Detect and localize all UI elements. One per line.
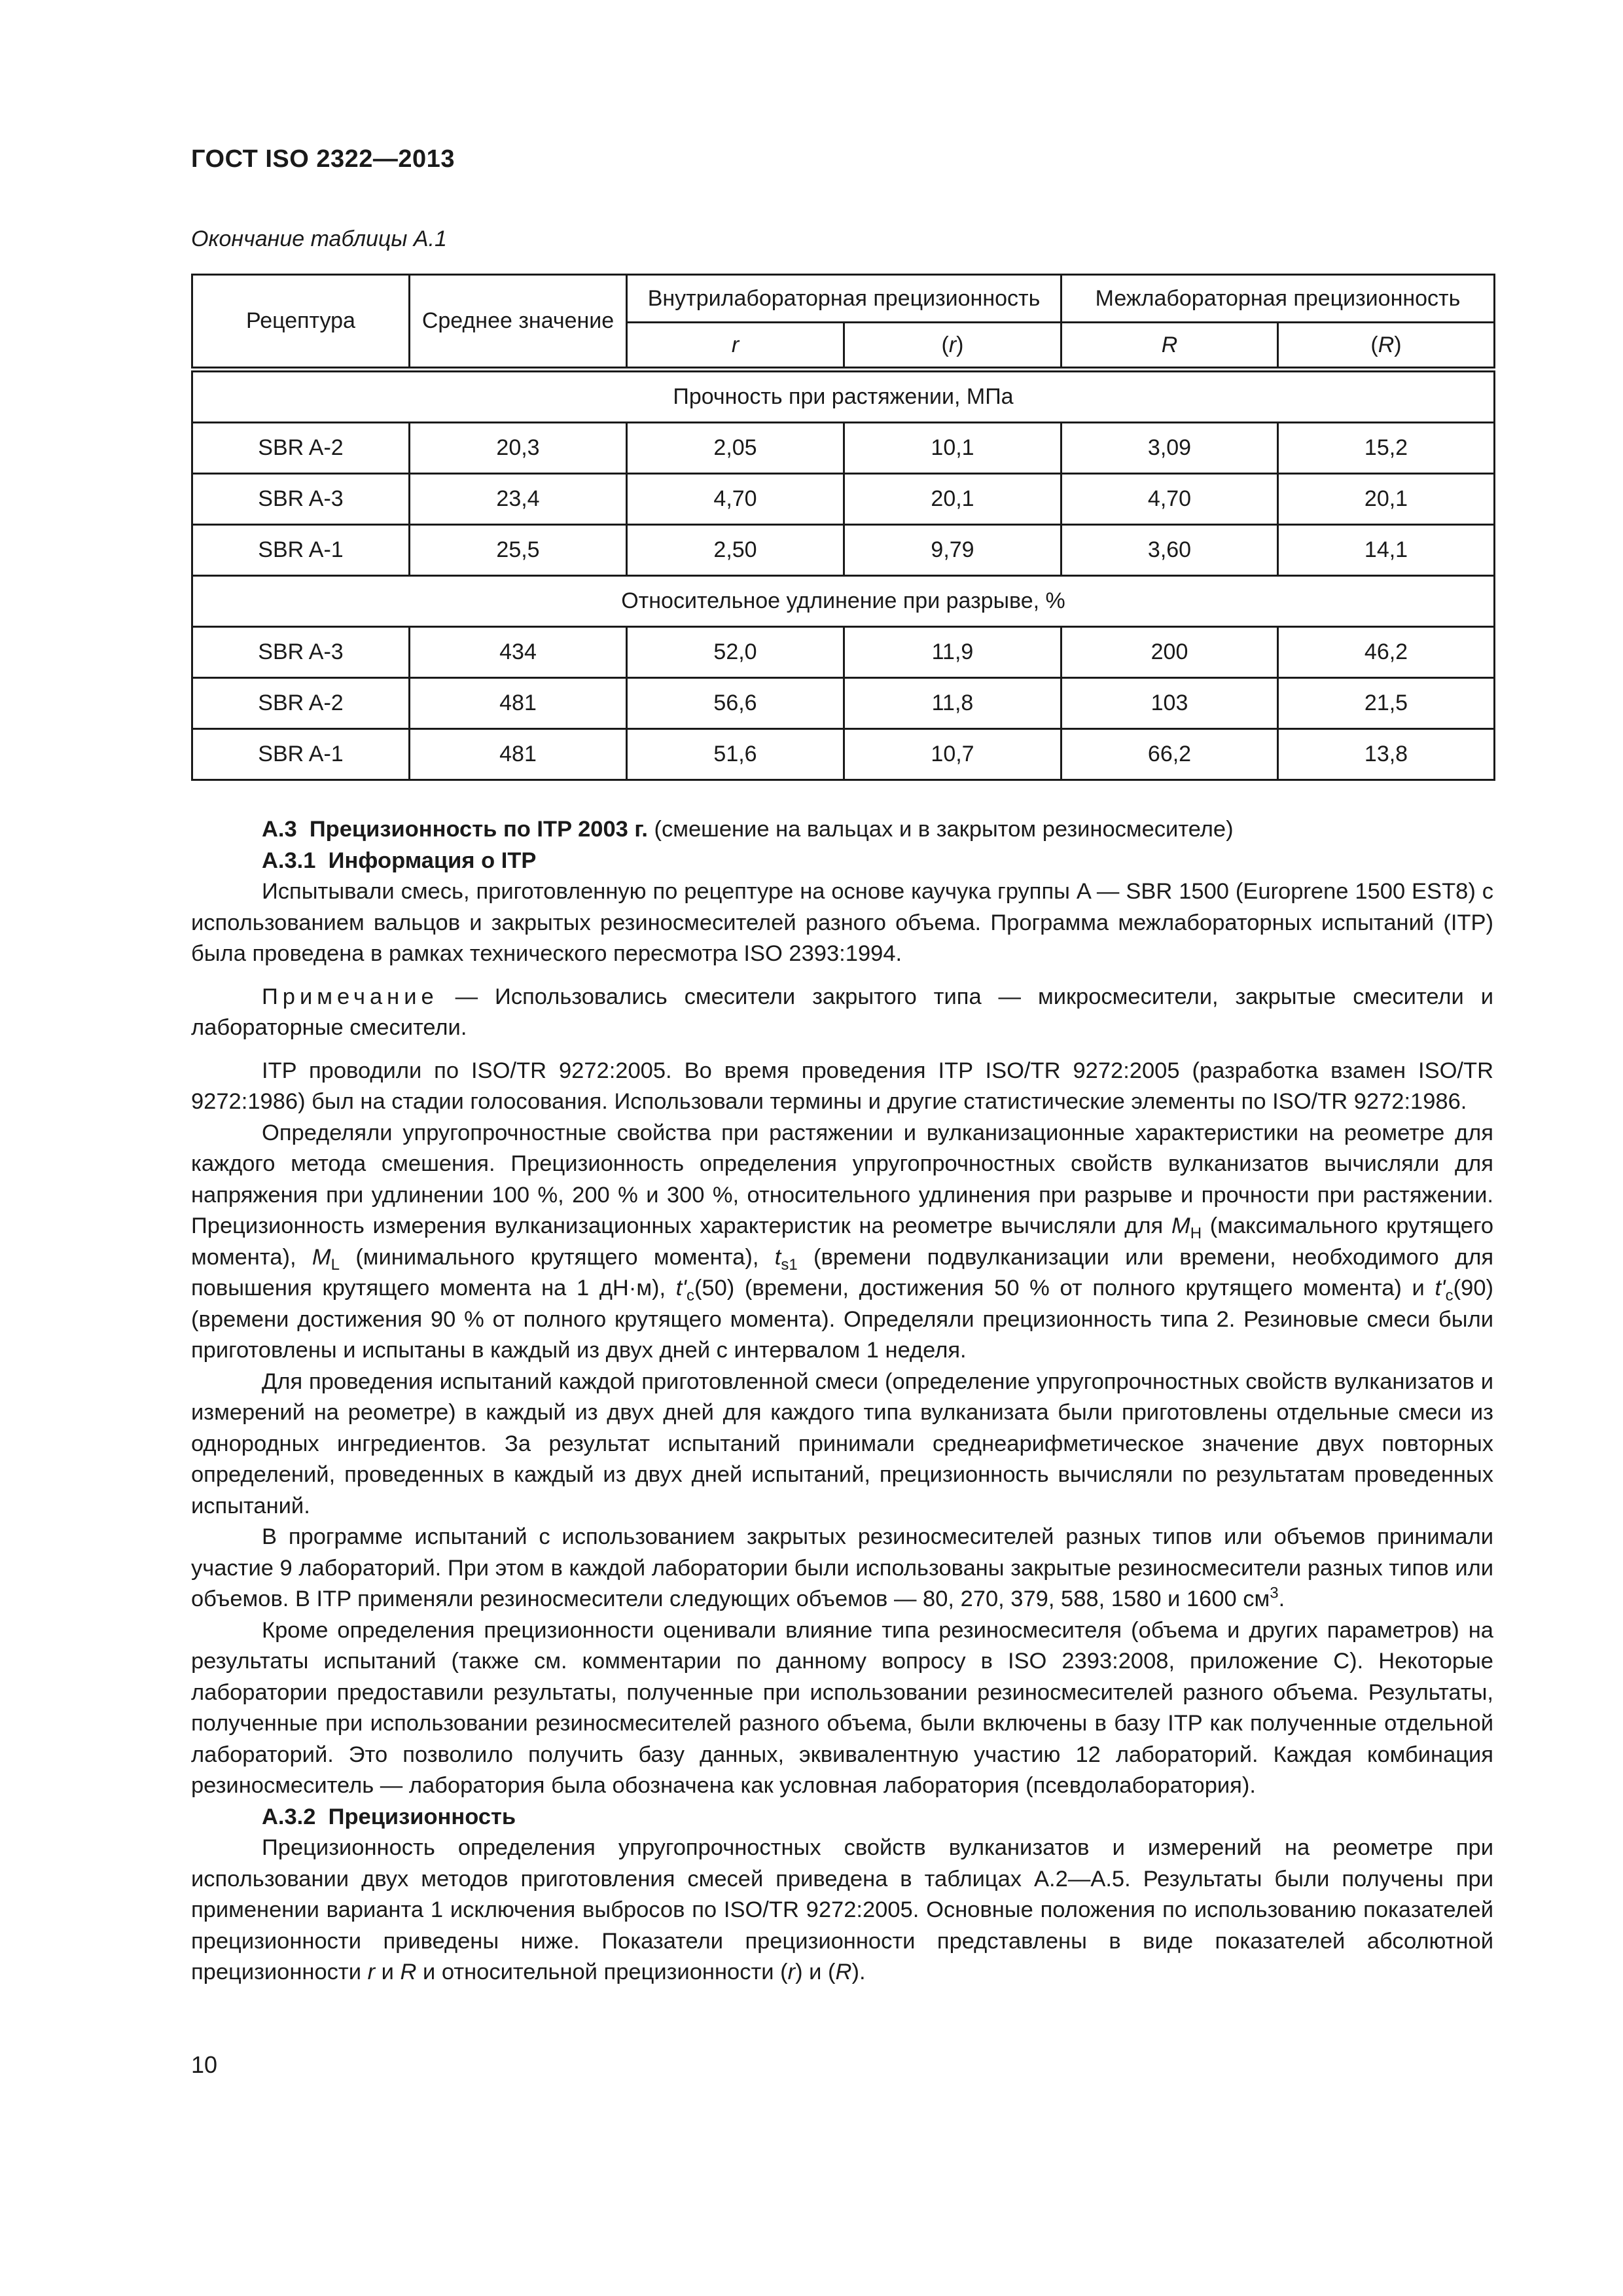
cell: 52,0 <box>627 627 844 678</box>
precision-table <box>191 274 1495 781</box>
cell: 11,8 <box>844 678 1061 729</box>
table-caption: Окончание таблицы А.1 <box>191 226 447 251</box>
cell: 14,1 <box>1278 525 1495 576</box>
paragraph: Испытывали смесь, приготовленную по рецептуре на основе каучука группы A — SBR 1500 (Europrene 1500 EST8) с использованием вальцов и закрытых резиносмесителей разного объема. Программа межлабораторных испытаний (ITP) была проведена в рамках технического пересмотра ISO 2393:1994. <box>191 879 1493 966</box>
paragraph: Прецизионность определения упругопрочностных свойств вулканизатов и измерений на реометре при использовании двух методов приготовления смесей приведена в таблицах А.2—А.5. Результаты были получены при применении варианта 1 исключения выбросов по ISO/TR 9272:2005. Основные положения по использованию показателей прецизионности приведены ниже. Показатели прецизионности представлены в виде показателей абсолютной прецизионности r и R и относительной прецизионности (r) и (R). <box>191 1835 1493 1984</box>
cell: 10,7 <box>844 729 1061 780</box>
standard-designation: ГОСТ ISO 2322—2013 <box>191 145 455 173</box>
col-header-r: r <box>627 323 844 370</box>
cell: 20,3 <box>410 423 627 474</box>
cell: SBR A-3 <box>192 474 410 525</box>
R-symbol: R <box>1378 332 1395 357</box>
cell: 66,2 <box>1061 729 1278 780</box>
section-number: А.3.2 <box>262 1804 316 1829</box>
r-symbol: r <box>948 332 957 357</box>
col-header-R-relative: (R) <box>1278 323 1495 370</box>
note-text: — Использовались смесители закрытого типа — микросмесители, закрытые смесители и лабораторные смесители. <box>191 984 1493 1040</box>
page-number: 10 <box>191 2051 218 2078</box>
table-row <box>192 627 1495 678</box>
cell: 46,2 <box>1278 627 1495 678</box>
col-header-r-relative: (r) <box>844 323 1061 370</box>
cell: 25,5 <box>410 525 627 576</box>
cell: 9,79 <box>844 525 1061 576</box>
section-heading-a32 <box>191 1802 1493 1833</box>
paragraph: В программе испытаний с использованием закрытых резиносмесителей разных типов или объемов принимали участие 9 лабораторий. При этом в каждой лаборатории были использованы закрытые резиносмесители разных типов или объемов. В ITP применяли резиносмесители следующих объемов — 80, 270, 379, 588, 1580 и 1600 $см^3$. <box>191 1524 1493 1611</box>
section-title: Информация о ITP <box>328 848 537 873</box>
section-heading-a31 <box>191 846 1493 877</box>
table-row <box>192 525 1495 576</box>
cell: 15,2 <box>1278 423 1495 474</box>
cell: 20,1 <box>844 474 1061 525</box>
cell: 4,70 <box>1061 474 1278 525</box>
note <box>191 982 1493 1044</box>
section-subtitle: (смешение на вальцах и в закрытом резиносмесителе) <box>654 817 1234 842</box>
section-title: Прецизионность <box>328 1804 516 1829</box>
cell: 23,4 <box>410 474 627 525</box>
paragraph: ITP проводили по ISO/TR 9272:2005. Во время проведения ITP ISO/TR 9272:2005 (разработка взамен ISO/TR 9272:1986) был на стадии голосования. Использовали термины и другие статистические элементы по ISO/TR 9272:1986. <box>191 1058 1493 1114</box>
cell: 10,1 <box>844 423 1061 474</box>
col-header-R: R <box>1061 323 1278 370</box>
cell: 21,5 <box>1278 678 1495 729</box>
cell: SBR A-3 <box>192 627 410 678</box>
section-row-elongation: Относительное удлинение при разрыве, % <box>192 576 1495 627</box>
cell: 51,6 <box>627 729 844 780</box>
section-row-tensile: Прочность при растяжении, МПа <box>192 370 1495 423</box>
cell: 481 <box>410 729 627 780</box>
paragraph: Определяли упругопрочностные свойства при растяжении и вулканизационные характеристики на реометре для каждого метода смешения. Прецизионность определения упругопрочностных свойств вулканизатов вычисляли для напряжения при удлинении 100 %, 200 % и 300 %, относительного удлинения при разрыве и прочности при растяжении. Прецизионность измерения вулканизационных характеристик на реометре вычисляли для $M_H$ (максимального крутящего момента), $M_L$ (минимального крутящего момента), $t_{s1}$ (времени подвулканизации или времени, необходимого для повышения крутящего момента на 1 дН·м), $t'_c(50)$ (времени, достижения 50 % от полного крутящего момента) и $t'_c(90)$ (времени достижения 90 % от полного крутящего момента). Определяли прецизионность типа 2. Резиновые смеси были приготовлены и испытаны в каждый из двух дней с интервалом 1 неделя. <box>191 1120 1494 1363</box>
table-row <box>192 729 1495 780</box>
table-row <box>192 423 1495 474</box>
cell: 2,50 <box>627 525 844 576</box>
section-number: А.3.1 <box>262 848 316 873</box>
paragraph: Для проведения испытаний каждой приготовленной смеси (определение упругопрочностных свойств вулканизатов и измерений на реометре) в каждый из двух дней для каждого типа вулканизата были приготовлены отдельные смеси из однородных ингредиентов. За результат испытаний принимали среднеарифметическое значение двух повторных определений, проведенных в каждый из двух дней испытаний, прецизионность вычисляли по результатам проведенных испытаний. <box>191 1369 1493 1518</box>
cell: 3,60 <box>1061 525 1278 576</box>
cell: 20,1 <box>1278 474 1495 525</box>
note-label: Примечание <box>262 984 438 1009</box>
group-header-repeatability: Внутрилабораторная прецизионность <box>627 275 1061 323</box>
section-heading-a3 <box>191 814 1493 846</box>
cell: SBR A-2 <box>192 678 410 729</box>
section-title: Прецизионность по ITP 2003 г. <box>309 817 648 842</box>
cell: 11,9 <box>844 627 1061 678</box>
group-header-reproducibility: Межлабораторная прецизионность <box>1061 275 1495 323</box>
table-row <box>192 678 1495 729</box>
cell: 103 <box>1061 678 1278 729</box>
cell: 4,70 <box>627 474 844 525</box>
paragraph: Кроме определения прецизионности оценивали влияние типа резиносмесителя (объема и других параметров) на результаты испытаний (также см. комментарии по данному вопросу в ISO 2393:2008, приложение С). Некоторые лаборатории предоставили результаты, полученные при использовании резиносмесителей разного объема. Результаты, полученные при использовании резиносмесителей разного объема, были включены в базу ITP как полученные отдельной лабораторий. Это позволило получить базу данных, эквивалентную участию 12 лабораторий. Каждая комбинация резиносмеситель — лаборатория была обозначена как условная лаборатория (псевдолаборатория). <box>191 1617 1493 1798</box>
section-number: А.3 <box>262 817 297 842</box>
cell: SBR A-2 <box>192 423 410 474</box>
cell: 13,8 <box>1278 729 1495 780</box>
cell: 434 <box>410 627 627 678</box>
cell: 481 <box>410 678 627 729</box>
cell: SBR A-1 <box>192 525 410 576</box>
cell: 3,09 <box>1061 423 1278 474</box>
col-header-mean: Среднее значение <box>410 275 627 370</box>
cell: SBR A-1 <box>192 729 410 780</box>
table-row <box>192 474 1495 525</box>
col-header-recipe: Рецептура <box>192 275 410 370</box>
body-text <box>191 814 1493 1988</box>
cell: 56,6 <box>627 678 844 729</box>
cell: 200 <box>1061 627 1278 678</box>
cell: 2,05 <box>627 423 844 474</box>
